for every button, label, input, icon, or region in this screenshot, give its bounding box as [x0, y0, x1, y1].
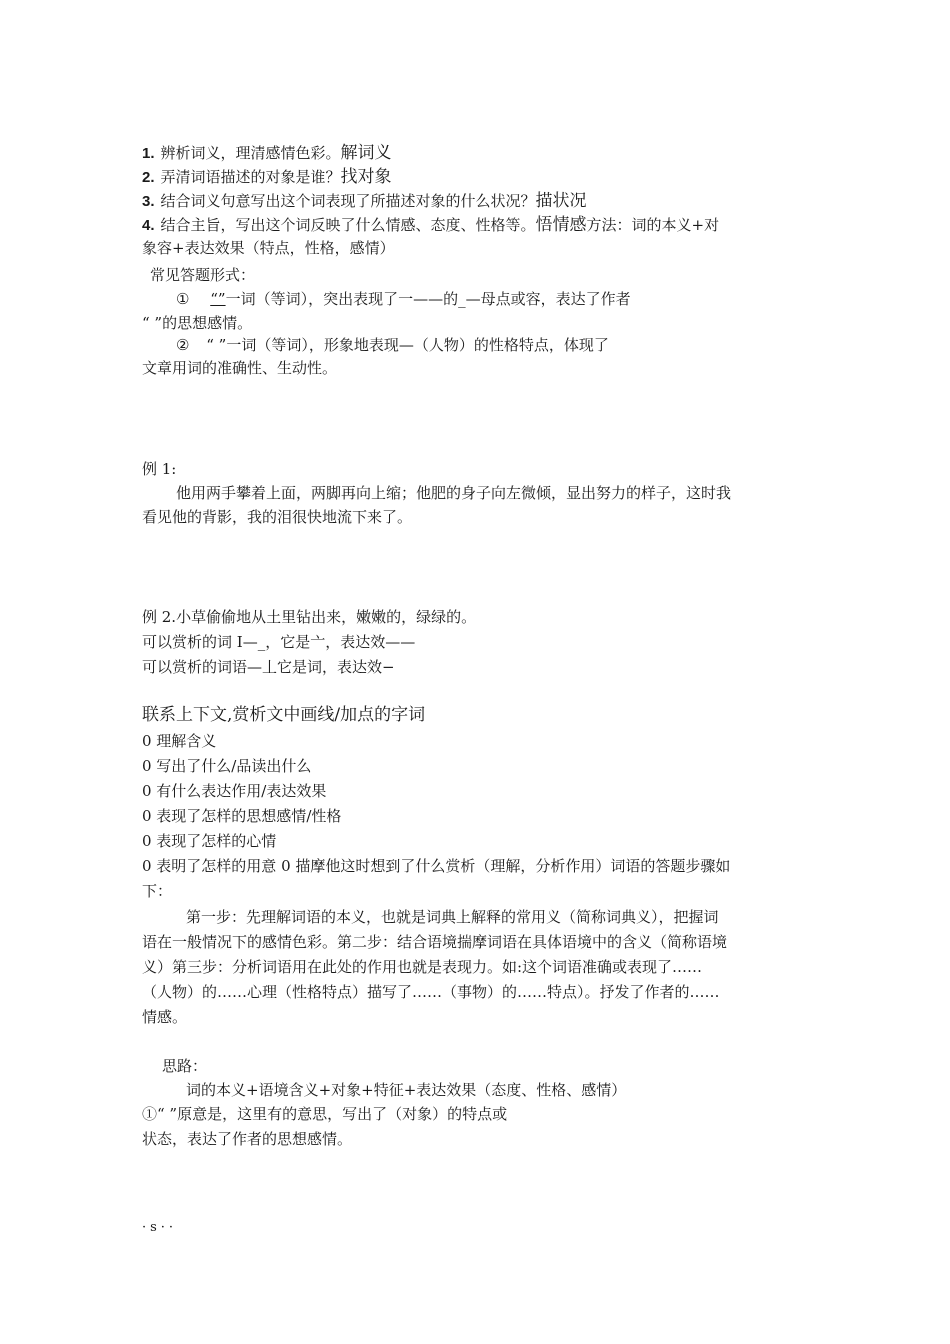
section-heading: 联系上下文,赏析文中画线/加点的字词	[142, 705, 426, 725]
paragraph-line: 第一步：先理解词语的本义，也就是词典上解释的常用义（简称词典义），把握词	[186, 908, 719, 926]
form-2	[176, 335, 609, 355]
step-number: 3.	[142, 193, 155, 210]
form-1-text: 一词（等词），突出表现了一——的_—母点或容，表达了作者	[225, 290, 631, 308]
example-2-line-3: 可以赏析的词语—丄它是词，表达效−	[142, 658, 395, 676]
paragraph-line: 情感。	[142, 1008, 188, 1026]
step-tag: 悟情感	[535, 215, 587, 235]
step-number: 1.	[142, 145, 155, 162]
paragraph-line: 语在一般情况下的感情色彩。第二步：结合语境揣摩词语在具体语境中的含义（简称语境	[142, 933, 728, 951]
step-text: 辨析词义，理清感情色彩。	[160, 144, 341, 162]
page-footer: ·s··	[142, 1220, 178, 1235]
example-1-line-1: 他用两手攀着上面，两脚再向上缩；他肥的身子向左微倾，显出努力的样子，这时我	[176, 484, 732, 502]
form-2-continued: 文章用词的准确性、生动性。	[142, 359, 338, 377]
step-4	[142, 215, 719, 236]
step-text: 结合词义句意写出这个词表现了所描述对象的什么状况？	[160, 192, 536, 210]
example-2-line-1: 例 2.小草偷偷地从土里钻出来，嫩嫩的，绿绿的。	[142, 608, 477, 626]
paragraph-line: 义）第三步：分析词语用在此处的作用也就是表现力。如:这个词语准确或表现了……	[142, 958, 703, 976]
form-1-continued: “ ”的思想感情。	[142, 314, 253, 332]
section-item: 0 理解含义	[142, 732, 217, 750]
section-item: 0 写出了什么/品读出什么	[142, 757, 312, 775]
step-tag: 解词义	[340, 143, 392, 163]
paragraph-line: （人物）的……心理（性格特点）描写了……（事物）的……特点）。抒发了作者的……	[142, 983, 720, 1001]
form-1-quote: “”	[210, 290, 226, 308]
thinking-title: 思路：	[162, 1057, 208, 1075]
step-number: 4.	[142, 217, 155, 234]
section-item-continued: 下：	[142, 882, 173, 900]
section-item: 0 表现了怎样的心情	[142, 832, 277, 850]
example-1-line-2: 看见他的背影，我的泪很快地流下来了。	[142, 508, 413, 526]
common-forms-title: 常见答题形式：	[150, 266, 256, 284]
thinking-line-1: ①“ ”原意是，这里有的意思，写出了（对象）的特点或	[142, 1105, 508, 1123]
step-text: 结合主旨，写出这个词反映了什么情感、态度、性格等。	[160, 216, 536, 234]
step-4-continued: 象容+表达效果（特点，性格，感情）	[142, 239, 395, 257]
form-1	[176, 289, 631, 309]
step-method: 方法：词的本义+对	[586, 216, 720, 234]
form-1-marker: ①	[176, 290, 190, 308]
step-1	[142, 143, 392, 164]
step-tag: 找对象	[340, 167, 392, 187]
section-item: 0 有什么表达作用/表达效果	[142, 782, 327, 800]
thinking-formula: 词的本义+语境含义+对象+特征+表达效果（态度、性格、感情）	[186, 1081, 627, 1099]
form-2-marker: ②	[176, 336, 190, 354]
thinking-line-2: 状态，表达了作者的思想感情。	[142, 1130, 353, 1148]
step-2	[142, 167, 392, 188]
example-2-line-2: 可以赏析的词 I—_，它是亠，表达效——	[142, 633, 416, 651]
section-item: 0 表明了怎样的用意 0 描摩他这时想到了什么赏析（理解，分析作用）词语的答题步骤如	[142, 857, 731, 875]
section-item: 0 表现了怎样的思想感情/性格	[142, 807, 342, 825]
step-text: 弄清词语描述的对象是谁？	[160, 168, 341, 186]
example-1-label: 例 1:	[142, 460, 177, 478]
step-3	[142, 191, 587, 212]
step-tag: 描状况	[535, 191, 587, 211]
step-number: 2.	[142, 169, 155, 186]
form-2-text: “ ”一词（等词），形象地表现—（人物）的性格特点，体现了	[206, 336, 609, 354]
